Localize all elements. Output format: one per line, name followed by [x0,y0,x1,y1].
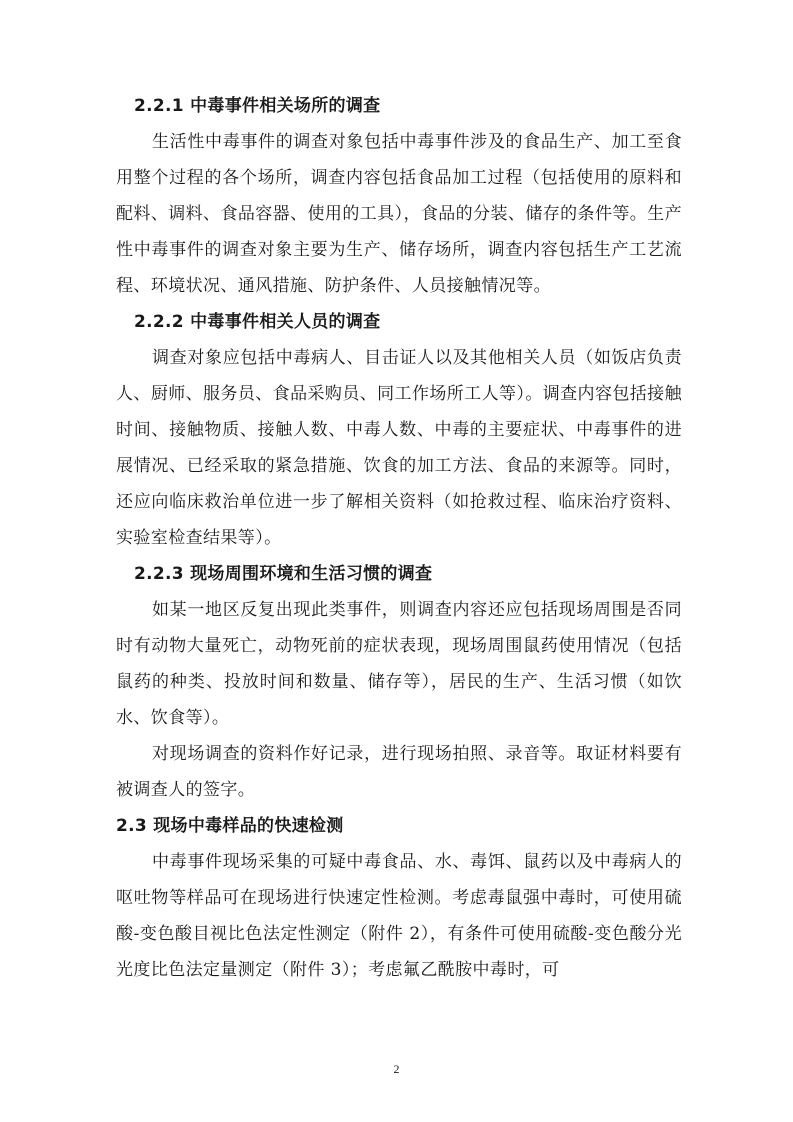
paragraph-venue-investigation: 生活性中毒事件的调查对象包括中毒事件涉及的食品生产、加工至食用整个过程的各个场所，调查内容包括食品加工过程（包括使用的原料和配料、调料、食品容器、使用的工具），食品的分装、储存的条件等。生产性中毒事件的调查对象主要为生产、储存场所，调查内容包括生产工艺流程、环境状况、通风措施、防护条件、人员接触情况等。 [116,132,682,296]
page-number: 2 [393,1062,400,1076]
paragraph-records-evidence: 对现场调查的资料作好记录，进行现场拍照、录音等。取证材料要有被调查人的签字。 [116,744,682,800]
section-heading-2-2-2: 2.2.2 中毒事件相关人员的调查 [134,312,381,332]
paragraph-environment-investigation: 如某一地区反复出现此类事件，则调查内容还应包括现场周围是否同时有动物大量死亡，动物死前的症状表现，现场周围鼠药使用情况（包括鼠药的种类、投放时间和数量、储存等），居民的生产、生活习惯（如饮水、饮食等）。 [116,600,682,728]
section-heading-2-3: 2.3 现场中毒样品的快速检测 [116,816,344,836]
document-page [116,88,682,988]
section-heading-2-2-1: 2.2.1 中毒事件相关场所的调查 [134,96,381,116]
section-heading-2-2-3: 2.2.3 现场周围环境和生活习惯的调查 [134,564,433,584]
paragraph-personnel-investigation: 调查对象应包括中毒病人、目击证人以及其他相关人员（如饭店负责人、厨师、服务员、食品采购员、同工作场所工人等）。调查内容包括接触时间、接触物质、接触人数、中毒人数、中毒的主要症状、中毒事件的进展情况、已经采取的紧急措施、饮食的加工方法、食品的来源等。同时，还应向临床救治单位进一步了解相关资料（如抢救过程、临床治疗资料、实验室检查结果等）。 [116,348,682,548]
paragraph-rapid-detection: 中毒事件现场采集的可疑中毒食品、水、毒饵、鼠药以及中毒病人的呕吐物等样品可在现场进行快速定性检测。考虑毒鼠强中毒时，可使用硫酸-变色酸目视比色法定性测定（附件 2），有条件可使用硫酸-变色酸分光光度比色法定量测定（附件 3）；考虑氟乙酰胺中毒时，可 [116,852,682,980]
